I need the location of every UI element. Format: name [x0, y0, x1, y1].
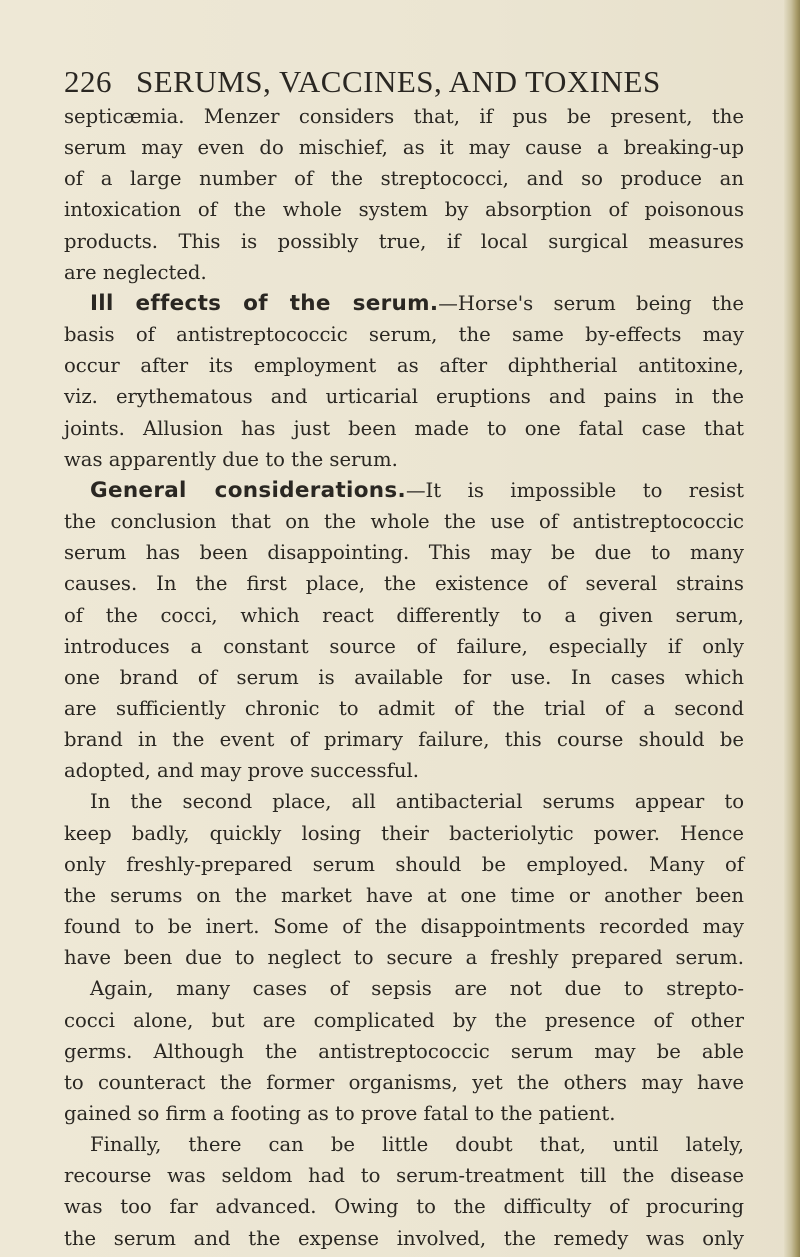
line-text: Finally, there can be little doubt that, until lately,: [90, 1133, 744, 1157]
line-text: of the cocci, which react differently to a given serum,: [64, 603, 744, 627]
text-line: [64, 1160, 744, 1191]
line-text: to counteract the former organisms, yet the others may have: [64, 1070, 744, 1094]
line-text: the serum and the expense involved, the remedy was only: [64, 1226, 744, 1250]
text-line: [64, 257, 744, 288]
line-text: serum has been disappointing. This may be due to many: [64, 541, 744, 565]
text-line: [64, 973, 744, 1004]
text-line: [64, 818, 744, 849]
line-text: are neglected.: [64, 260, 207, 284]
page-edge-shadow: [784, 0, 800, 1257]
text-line: [64, 786, 744, 817]
line-text: one brand of serum is available for use. In cases which: [64, 665, 744, 689]
line-text: adopted, and may prove successful.: [64, 759, 419, 783]
line-text: brand in the event of primary failure, this course should be: [64, 728, 744, 752]
text-line: [64, 755, 744, 786]
line-text: only freshly-prepared serum should be employed. Many of: [64, 852, 744, 876]
line-text: —Horse's serum being the: [438, 291, 744, 315]
line-text: of a large number of the streptococci, and so produce an: [64, 167, 744, 191]
line-text: Again, many cases of sepsis are not due to strepto-: [90, 977, 744, 1001]
text-line: [64, 475, 744, 506]
line-text: occur after its employment as after diphtherial antitoxine,: [64, 354, 744, 378]
text-line: [64, 662, 744, 693]
text-line: [64, 724, 744, 755]
text-line: [64, 381, 744, 412]
line-text: germs. Although the antistreptococcic serum may be able: [64, 1039, 744, 1063]
line-text: causes. In the first place, the existence of several strains: [64, 572, 744, 596]
line-text: septicæmia. Menzer considers that, if pus be present, the: [64, 105, 744, 128]
text-line: [64, 1223, 744, 1254]
text-line: [64, 537, 744, 568]
text-line: [64, 226, 744, 257]
line-text: cocci alone, but are complicated by the presence of other: [64, 1008, 744, 1032]
text-line: [64, 911, 744, 942]
text-line: [64, 568, 744, 599]
text-line: [64, 1005, 744, 1036]
text-line: [64, 350, 744, 381]
text-line: [64, 1191, 744, 1222]
running-header: [64, 64, 661, 100]
line-text: introduces a constant source of failure, especially if only: [64, 634, 744, 658]
line-text: the conclusion that on the whole the use of antistreptococcic: [64, 510, 744, 534]
line-text: products. This is possibly true, if local surgical measures: [64, 229, 744, 253]
text-line: [64, 942, 744, 973]
text-line: [64, 600, 744, 631]
text-line: [64, 631, 744, 662]
text-line: [64, 413, 744, 444]
text-line: [64, 1129, 744, 1160]
text-line: [64, 880, 744, 911]
text-line: [64, 693, 744, 724]
section-heading: General considerations.: [90, 477, 406, 503]
line-text: serum may even do mischief, as it may cause a breaking-up: [64, 136, 744, 160]
section-heading: Ill effects of the serum.: [90, 290, 439, 316]
text-line: [64, 101, 744, 132]
text-line: [64, 132, 744, 163]
line-text: was too far advanced. Owing to the difficulty of procuring: [64, 1195, 744, 1219]
line-text: —It is impossible to resist: [405, 478, 744, 502]
text-line: [64, 163, 744, 194]
body-text: [64, 101, 744, 1254]
line-text: viz. erythematous and urticarial eruptions and pains in the: [64, 385, 744, 409]
text-line: [64, 288, 744, 319]
text-line: [64, 1098, 744, 1129]
page-number: 226: [64, 64, 112, 99]
line-text: have been due to neglect to secure a freshly prepared serum.: [64, 946, 744, 970]
text-line: [64, 1036, 744, 1067]
line-text: intoxication of the whole system by absorption of poisonous: [64, 198, 744, 222]
line-text: recourse was seldom had to serum-treatment till the disease: [64, 1164, 744, 1188]
line-text: In the second place, all antibacterial serums appear to: [90, 790, 744, 814]
text-line: [64, 849, 744, 880]
line-text: found to be inert. Some of the disappointments recorded may: [64, 915, 744, 939]
line-text: was apparently due to the serum.: [64, 447, 398, 471]
text-line: [64, 444, 744, 475]
line-text: keep badly, quickly losing their bacteriolytic power. Hence: [64, 821, 744, 845]
line-text: the serums on the market have at one time or another been: [64, 883, 744, 907]
line-text: are sufficiently chronic to admit of the trial of a second: [64, 696, 744, 720]
text-line: [64, 319, 744, 350]
text-line: [64, 506, 744, 537]
line-text: basis of antistreptococcic serum, the same by-effects may: [64, 323, 744, 347]
running-title: SERUMS, VACCINES, AND TOXINES: [136, 64, 661, 99]
text-line: [64, 1067, 744, 1098]
text-line: [64, 194, 744, 225]
line-text: joints. Allusion has just been made to one fatal case that: [64, 416, 744, 440]
line-text: gained so firm a footing as to prove fatal to the patient.: [64, 1102, 616, 1125]
